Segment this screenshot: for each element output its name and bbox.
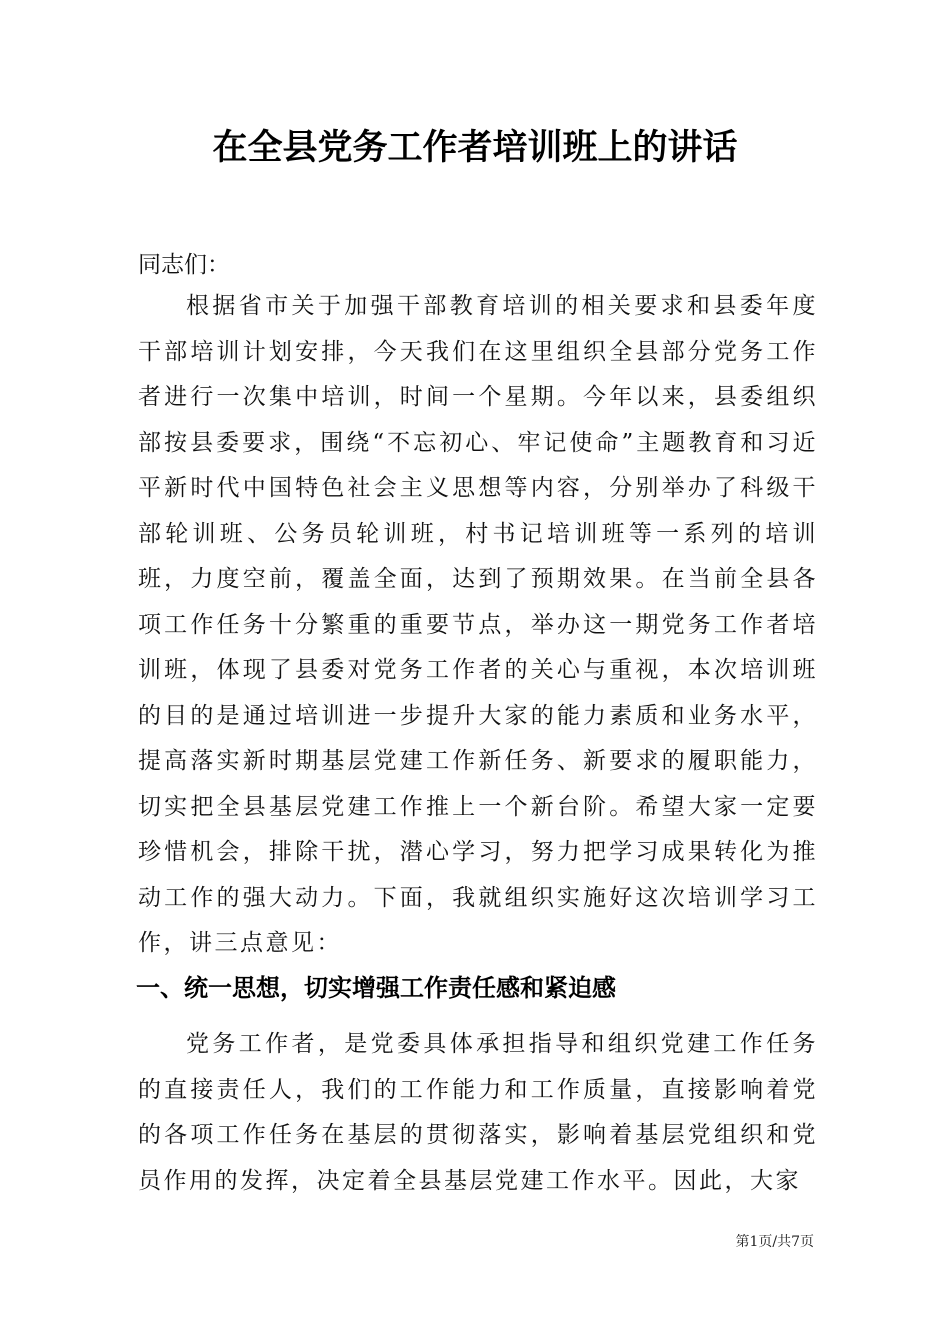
body-paragraph-1: 根据省市关于加强干部教育培训的相关要求和县委年度干部培训计划安排，今天我们在这里组织全县部分党务工作者进行一次集中培训，时间一个星期。今年以来，县委组织部按县委要求，围绕“不忘初心、牢记使命”主题教育和习近平新时代中国特色社会主义思想等内容，分别举办了科级干部轮训班、公务员轮训班，村书记培训班等一系列的培训班，力度空前，覆盖全面，达到了预期效果。在当前全县各项工作任务十分繁重的重要节点，举办这一期党务工作者培训班，体现了县委对党务工作者的关心与重视，本次培训班的目的是通过培训进一步提升大家的能力素质和业务水平，提高落实新时期基层党建工作新任务、新要求的履职能力，切实把全县基层党建工作推上一个新台阶。希望大家一定要珍惜机会，排除干扰，潜心学习，努力把学习成果转化为推动工作的强大动力。下面，我就组织实施好这次培训学习工作，讲三点意见： <box>138 293 818 956</box>
section-heading-1: 一、统一思想，切实增强工作责任感和紧迫感 <box>136 974 616 1002</box>
page-number: 第1页/共7页 <box>735 1234 814 1250</box>
document-title: 在全县党务工作者培训班上的讲话 <box>212 127 738 168</box>
salutation: 同志们： <box>138 252 230 278</box>
body-paragraph-2: 党务工作者，是党委具体承担指导和组织党建工作任务的直接责任人，我们的工作能力和工作质量，直接影响着党的各项工作任务在基层的贯彻落实，影响着基层党组织和党员作用的发挥，决定着全县基层党建工作水平。因此，大家 <box>138 1031 818 1194</box>
